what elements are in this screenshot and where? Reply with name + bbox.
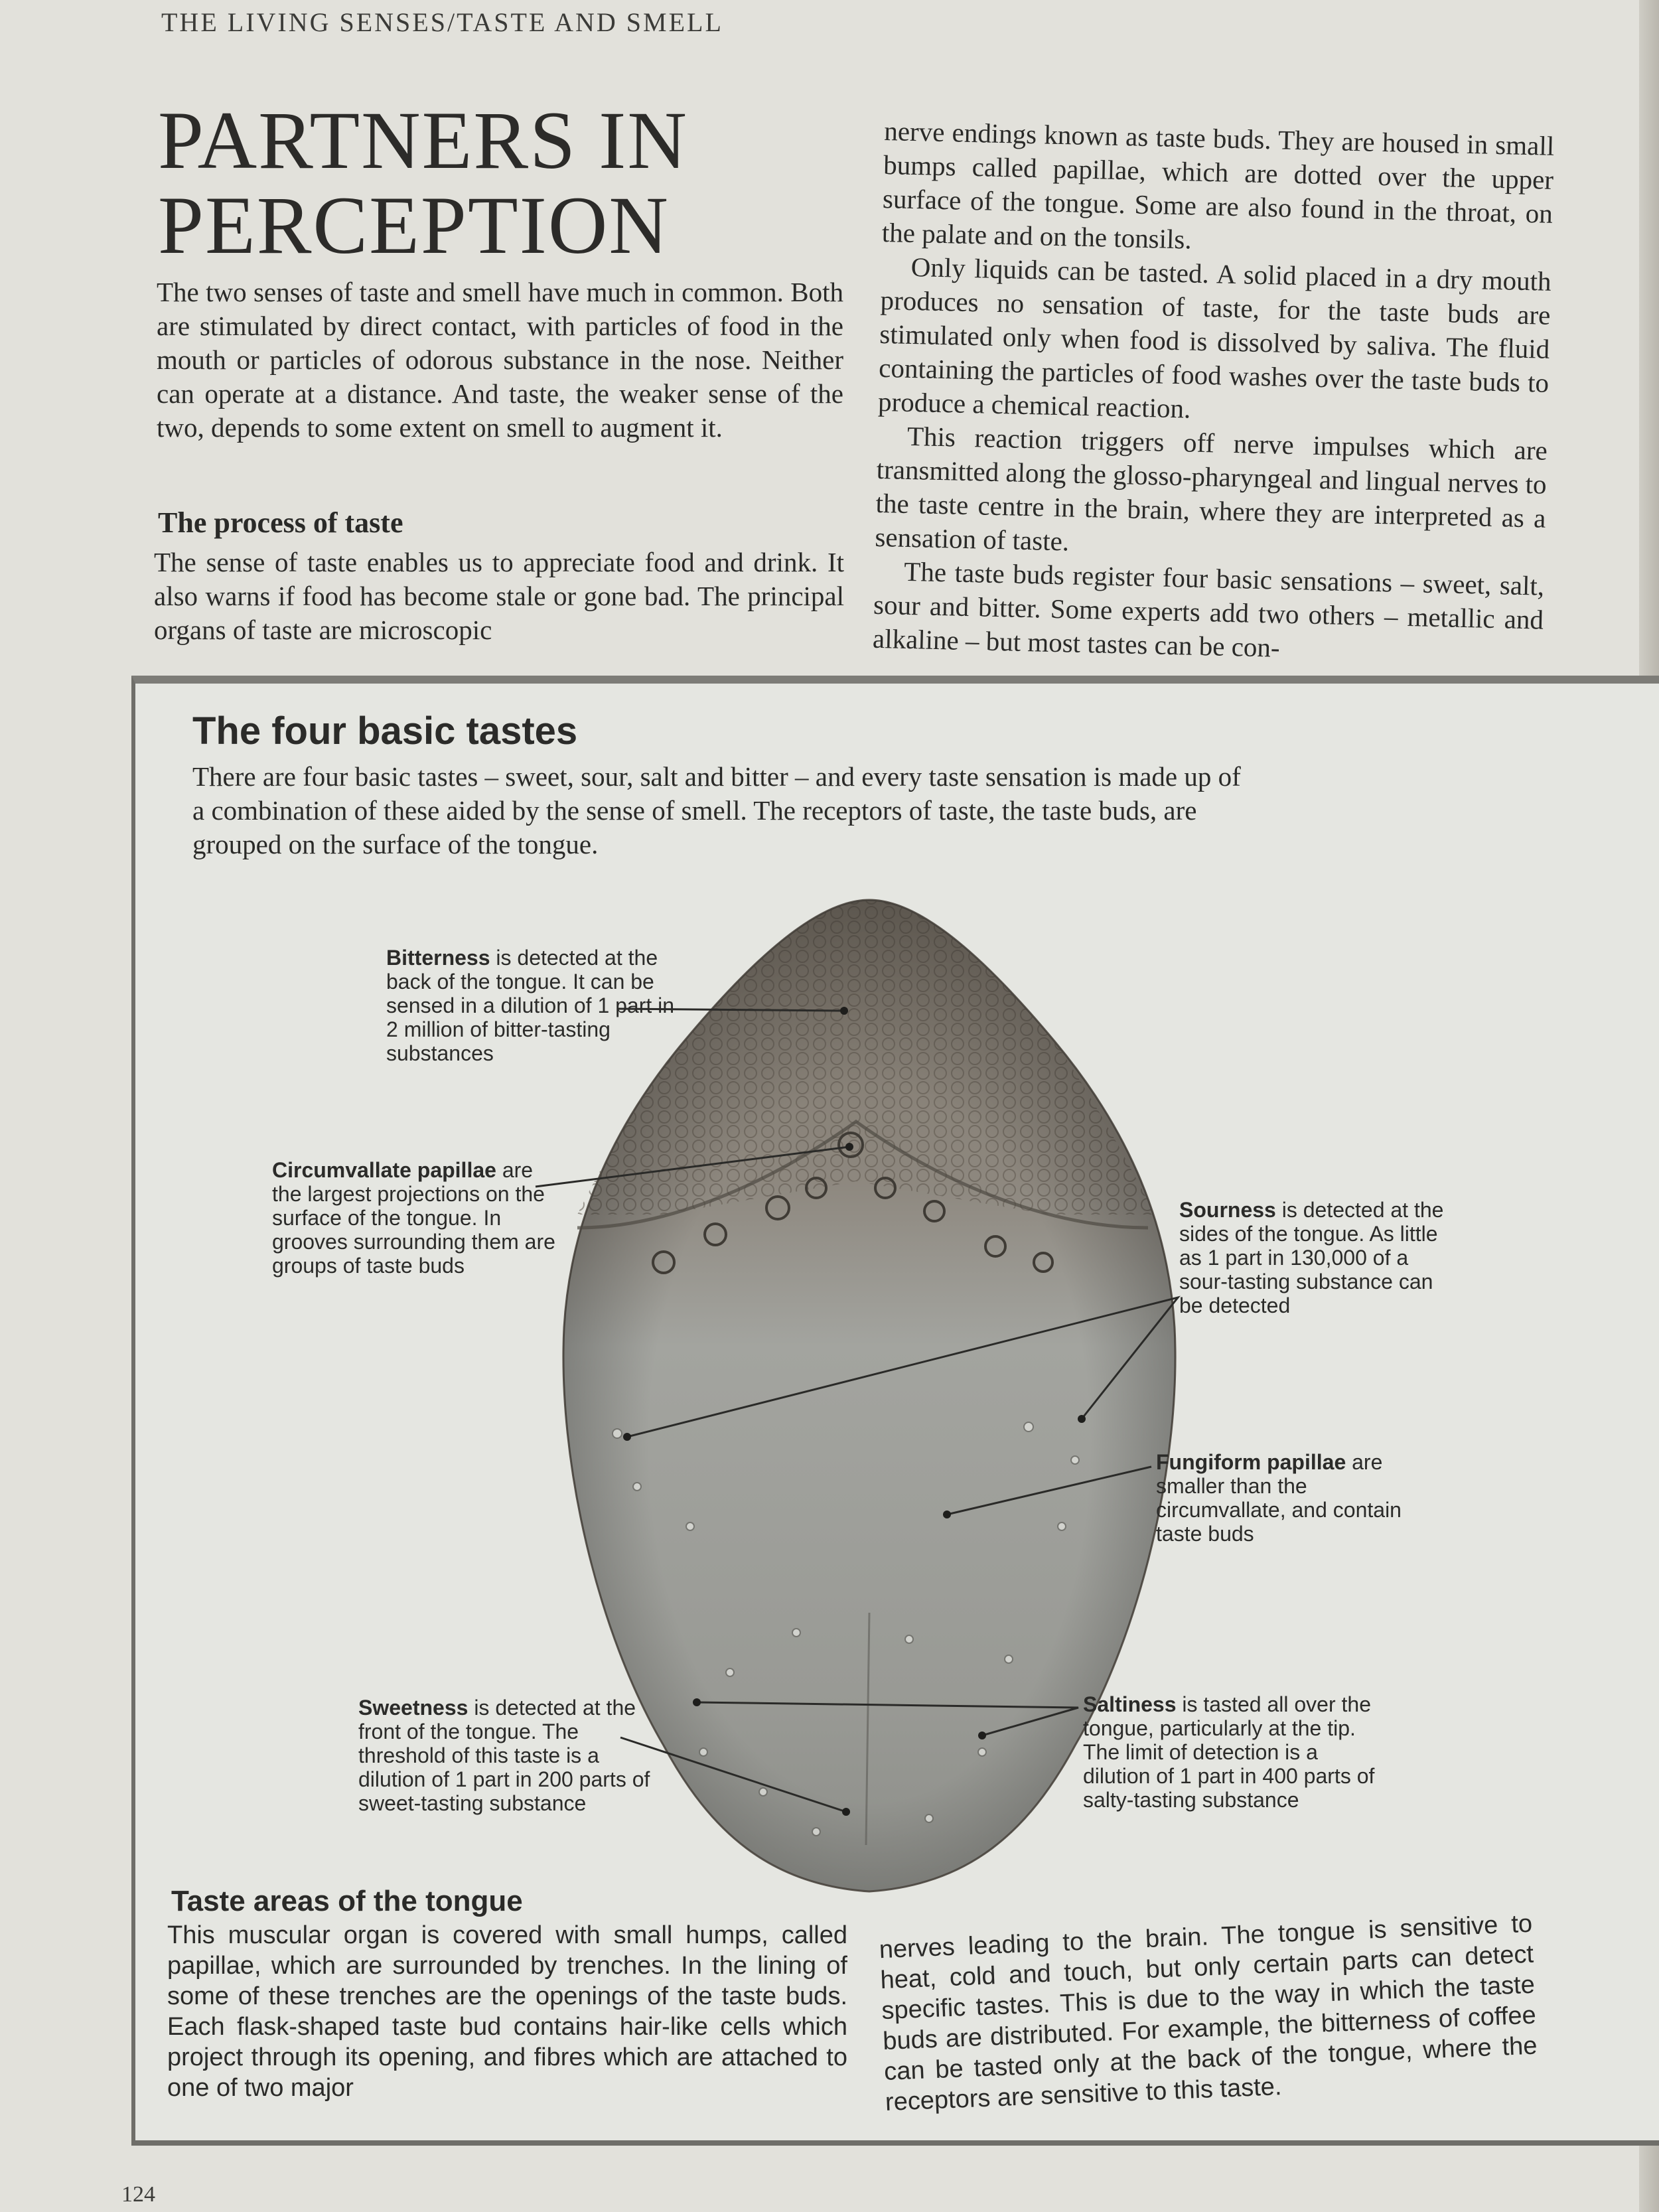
taste-areas-left-column: This muscular organ is covered with small humps, called papillae, which are surrounded by trenches. In the lining of some of these trenches are the openings of the taste buds. Each flask-shaped taste bud contains hair-like cells which project through its opening, and fibres which are attached to one of two major — [167, 1921, 847, 2102]
callout-fungiform — [1156, 1450, 1435, 1546]
section-paragraph: The sense of taste enables us to appreciate food and drink. It also warns if food has become stale or gone bad. The principal organs of taste are microscopic — [154, 547, 844, 645]
callout-sourness — [1179, 1198, 1458, 1317]
callout-saltiness-term: Saltiness — [1083, 1692, 1177, 1716]
callout-sourness-term: Sourness — [1179, 1198, 1276, 1222]
feature-title: The four basic tastes — [192, 709, 578, 753]
taste-areas-heading: Taste areas of the tongue — [171, 1885, 523, 1917]
callout-sourness-text: is detected at the sides of the tongue. As little as 1 part in 130,000 of a sour-tasting substance can be detected — [1179, 1198, 1444, 1317]
callout-fungiform-text: are smaller than the circumvallate, and contain taste buds — [1156, 1450, 1402, 1546]
taste-areas-right-column: nerves leading to the brain. The tongue is sensitive to heat, cold and touch, but only certain parts can detect specific tastes. This is due to the way in which the taste buds are distributed. For example, the bitterness of coffee can be tasted only at the back of the tongue, where the receptors are sensitive to this taste. — [879, 1909, 1538, 2117]
callout-bitterness — [386, 946, 678, 1065]
callout-circumvallate-text: are the largest projections on the surface of the tongue. In grooves surrounding them are groups of taste buds — [272, 1158, 555, 1278]
intro-paragraph: The two senses of taste and smell have much in common. Both are stimulated by direct contact, with particles of food in the mouth or particles of odorous substance in the nose. Neither can operate at a distance. And taste, the weaker sense of the two, depends to some extent on smell to augment it. — [157, 277, 843, 443]
right-paragraph-2: Only liquids can be tasted. A solid placed in a dry mouth produces no sensation of taste, for the taste buds are stimulated only when food is dissolved by saliva. The fluid containing the particles of food washes over the taste buds to produce a chemical reaction. — [877, 251, 1552, 424]
callout-sweetness-text: is detected at the front of the tongue. The threshold of this taste is a dilution of 1 part in 200 parts of sweet-tasting substance — [358, 1696, 650, 1815]
callout-circumvallate-term: Circumvallate papillae — [272, 1158, 496, 1182]
section-heading: The process of taste — [158, 506, 403, 539]
page-number: 124 — [121, 2182, 155, 2207]
callout-circumvallate — [272, 1158, 564, 1278]
right-paragraph-3: This reaction triggers off nerve impulses which are transmitted along the glosso-pharyngeal and lingual nerves to the taste centre in the brain, where they are interpreted as a sensation of taste. — [875, 420, 1548, 557]
feature-intro: There are four basic tastes – sweet, sour, salt and bitter – and every taste sensation is made up of a combination of these aided by the sense of smell. The receptors of taste, the taste buds, are grouped on the surface of the tongue. — [192, 761, 1241, 859]
running-head: THE LIVING SENSES/TASTE AND SMELL — [161, 7, 723, 37]
right-paragraph-1: nerve endings known as taste buds. They are housed in small bumps called papillae, which are dotted over the upper surface of the tongue. Some are also found in the throat, on the palate and on the tonsils. — [881, 115, 1555, 255]
callout-saltiness-text: is tasted all over the tongue, particularly at the tip. The limit of detection is a dilution of 1 part in 400 parts of salty-tasting substance — [1083, 1692, 1375, 1812]
callout-bitterness-text: is detected at the back of the tongue. It can be sensed in a dilution of 1 part in 2 million of bitter-tasting substances — [386, 946, 675, 1065]
callout-sweetness — [358, 1696, 650, 1815]
title-line-1: PARTNERS IN — [158, 95, 688, 186]
title-line-2: PERCEPTION — [158, 180, 670, 271]
callout-saltiness — [1083, 1692, 1375, 1812]
right-paragraph-4: The taste buds register four basic sensations – sweet, salt, sour and bitter. Some experts add two others – metallic and alkaline – but most tastes can be con- — [872, 555, 1545, 663]
callout-bitterness-term: Bitterness — [386, 946, 490, 970]
callout-fungiform-term: Fungiform papillae — [1156, 1450, 1346, 1474]
callout-sweetness-term: Sweetness — [358, 1696, 469, 1720]
